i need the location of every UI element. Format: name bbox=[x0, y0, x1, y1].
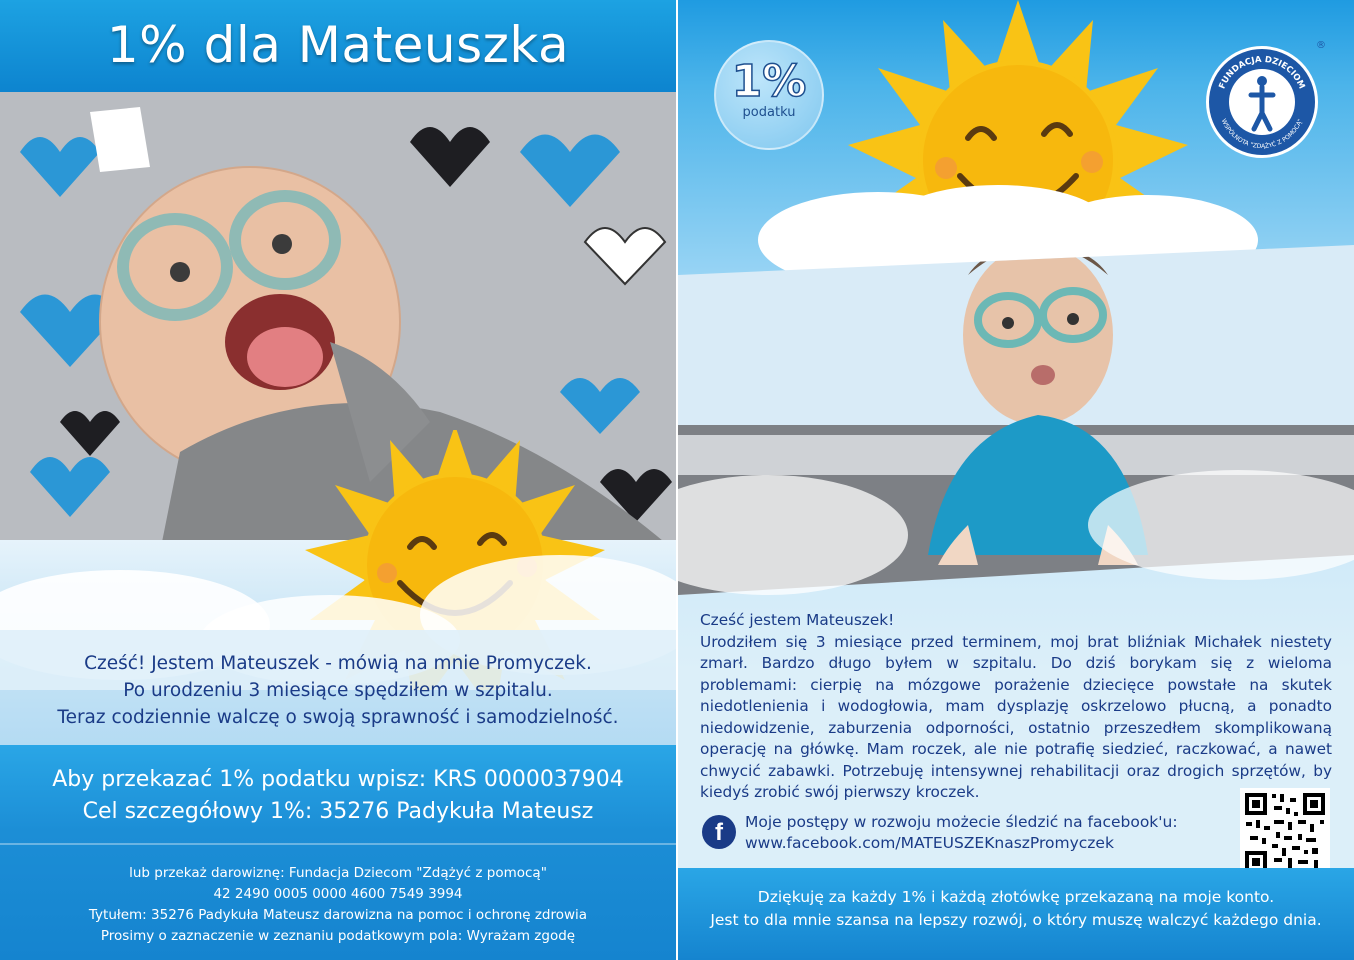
goal-line: Cel szczegółowy 1%: 35276 Padykuła Mateusz bbox=[82, 799, 594, 824]
thanks-text bbox=[678, 886, 1354, 932]
qr-code bbox=[1240, 788, 1330, 878]
foundation-logo-graphic bbox=[1209, 49, 1315, 155]
intro-line: Teraz codziennie walczę o swoją sprawność i samodzielność. bbox=[57, 707, 619, 728]
tax-consent-line: Prosimy o zaznaczenie w zeznaniu podatkowym pola: Wyrażam zgodę bbox=[100, 928, 576, 944]
left-leaflet-page bbox=[0, 0, 676, 960]
facebook-info bbox=[745, 812, 1178, 854]
thanks-line: Jest to dla mnie szansa na lepszy rozwój, o który muszę walczyć każdego dnia. bbox=[710, 911, 1322, 929]
facebook-icon: f bbox=[702, 815, 736, 849]
intro-text bbox=[0, 650, 676, 731]
badge-percent: 1% bbox=[731, 56, 807, 107]
intro-line: Cześć! Jestem Mateuszek - mówią na mnie Promyczek. bbox=[84, 653, 592, 674]
right-leaflet-page bbox=[678, 0, 1354, 960]
band-divider bbox=[0, 843, 676, 845]
bank-account: 42 2490 0005 0000 4600 7549 3994 bbox=[213, 886, 463, 902]
registered-mark: ® bbox=[1316, 40, 1326, 51]
story-paragraph: Urodziłem się 3 miesiące przed terminem, moj brat bliźniak Michałek niestety zmarł. Bardzo długo byłem w szpitalu. Do dziś borykam się z wieloma problemami: cierpię na mózgowe porażenie dziecięce powstałe na skutek niedotlenienia i wodogłowia, mam dysplazję oskrzelowo płucną, a ponadto niedowidzenie, zaburzenia odporności, ostatnio przeszedłem skomplikowaną operację na główkę. Mam roczek, ale nie potrafię siedzieć, raczkować, a nawet chwycić zabawki. Potrzebuję intensywnej rehabilitacji oraz drogich sprzętów, by kiedyś zrobić swój pierwszy kroczek. bbox=[700, 632, 1332, 801]
foundation-logo bbox=[1206, 46, 1318, 158]
donation-line: lub przekaż darowiznę: Fundacja Dziecom "Zdążyć z pomocą" bbox=[129, 865, 547, 881]
krs-line: Aby przekazać 1% podatku wpisz: KRS 0000037904 bbox=[52, 767, 624, 792]
facebook-caption: Moje postępy w rozwoju możecie śledzić na facebook'u: bbox=[745, 813, 1178, 831]
story-greeting: Cześć jestem Mateuszek! bbox=[700, 611, 895, 629]
logo-bottom-text: WSPÓLNOTA "ZDĄŻYĆ Z POMOCĄ" bbox=[1219, 117, 1305, 151]
donation-details bbox=[0, 863, 676, 947]
intro-line: Po urodzeniu 3 miesiące spędziłem w szpitalu. bbox=[123, 680, 553, 701]
thanks-line: Dziękuję za każdy 1% i każdą złotówkę przekazaną na moje konto. bbox=[757, 888, 1275, 906]
krs-info bbox=[0, 764, 676, 828]
facebook-link[interactable]: www.facebook.com/MATEUSZEKnaszPromyczek bbox=[745, 834, 1114, 852]
tax-percent-badge bbox=[714, 40, 824, 150]
logo-top-text: FUNDACJA DZIECIOM bbox=[1217, 54, 1307, 91]
badge-label: podatku bbox=[742, 105, 796, 120]
story-text bbox=[700, 610, 1332, 804]
child-photo-right bbox=[678, 225, 1354, 595]
qr-code-graphic bbox=[1240, 788, 1330, 878]
page-title: 1% dla Mateuszka bbox=[106, 16, 570, 74]
donation-title-line: Tytułem: 35276 Padykuła Mateusz darowizna na pomoc i ochronę zdrowia bbox=[88, 907, 588, 923]
